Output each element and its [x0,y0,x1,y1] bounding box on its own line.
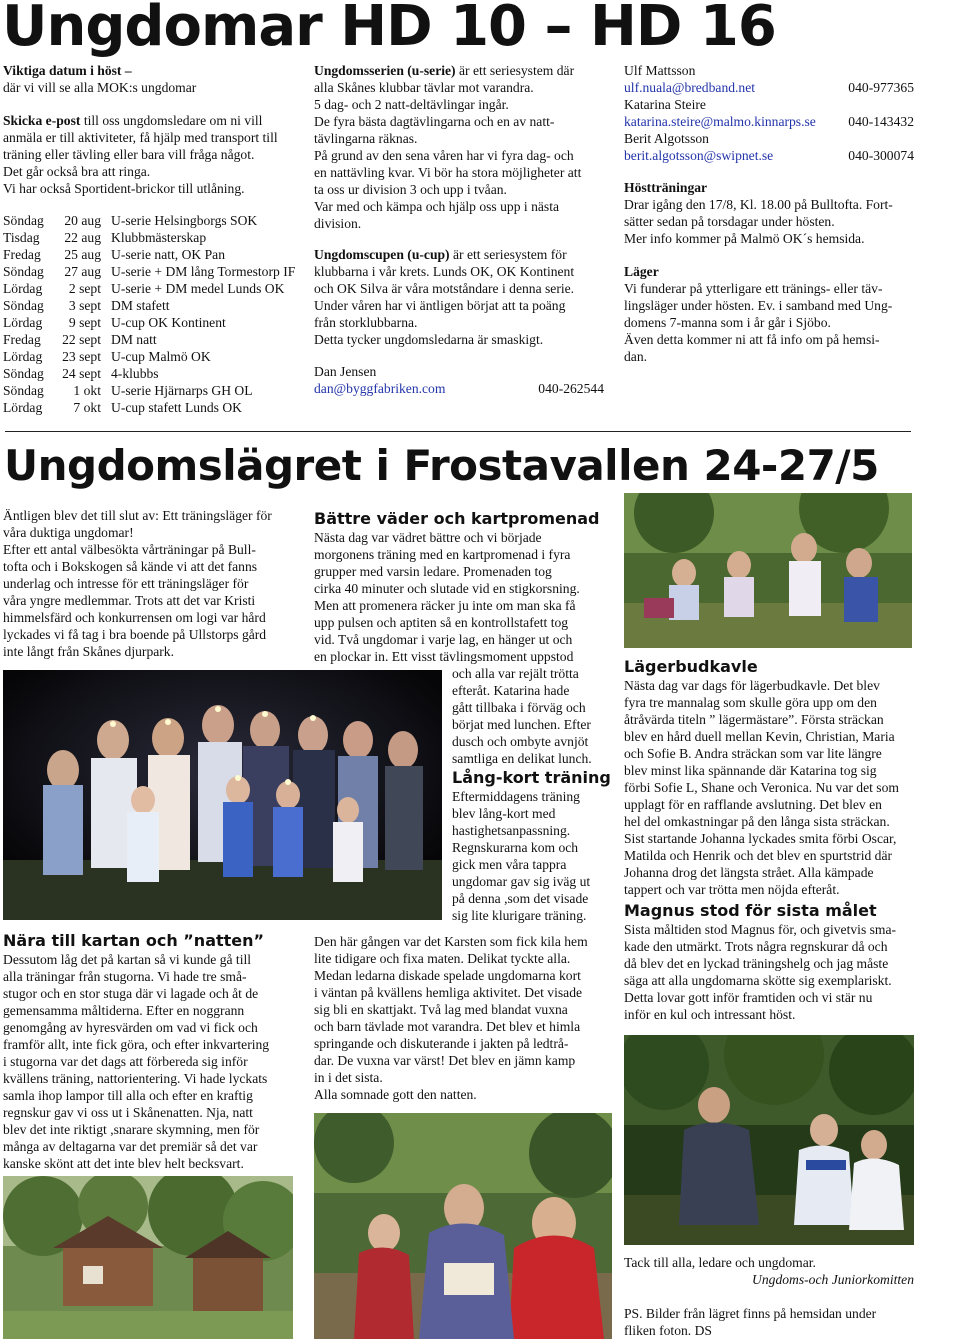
hosttraningar-block [624,179,924,247]
closing-block [624,1254,914,1288]
schedule-date: 25 aug [64,247,101,262]
schedule-day: Söndag [3,366,44,381]
lagerbud-line: Matilda och Henrik och det blev en spurtstrid där [624,848,893,863]
schedule-row [3,212,295,229]
schedule-row [3,382,295,399]
lagerbud-title: Lägerbudkavle [624,657,758,676]
lagerbud-line: blev minst lika spännande där Katarina tog sig [624,763,877,778]
intro-block [3,507,303,660]
langkort-line: sig lite klurigare träning. [452,908,587,923]
karsten-line: i väntan på kvällens hemliga aktivitet. Det visade [314,985,583,1000]
battre-line: upp pulsen och aptiten så en kontrollstafett tog [314,615,569,630]
lagerbud-line: tappert och var trötta men nöjda efteråt. [624,882,840,897]
ps-block [624,1305,924,1339]
schedule-day: Söndag [3,213,44,228]
schedule-event: DM stafett [111,298,170,313]
schedule-day: Söndag [3,264,44,279]
contact-phone: 040-300074 [848,148,914,163]
section-title: Ungdomslägret i Frostavallen 24-27/5 [4,441,879,490]
schedule-row [3,229,295,246]
night-group-photo [3,670,442,920]
schedule-row [3,348,295,365]
schedule-event: U-serie + DM medel Lunds OK [111,281,285,296]
battre-continued [452,665,612,767]
karsten-line: in i det sista. [314,1070,383,1085]
battre-line: cirka 40 minuter och slutade vid en stigkorsning. [314,581,580,596]
schedule-event: U-serie natt, OK Pan [111,247,226,262]
ucup-line: och OK Silva är våra motståndare i denna serie. [314,281,575,296]
intro-line: Äntligen blev det till slut av: Ett träningsläger för [3,508,272,523]
lagerbud-line: upplagt för en rafflande avslutning. Det blev en [624,797,882,812]
ps-line: PS. Bilder från lägret finns på hemsidan under [624,1306,877,1321]
contact-name: Ulf Mattsson [624,63,696,78]
schedule-event: U-cup stafett Lunds OK [111,400,242,415]
schedule-row [3,263,295,280]
schedule-date: 3 sept [68,298,101,313]
forest-kids-photo [624,1035,914,1245]
magnus-line: Detta lovar gott inför framtiden och vi stär nu [624,990,873,1005]
battre-block [314,509,614,665]
hosttraningar-line: Mer info kommer på Malmö OK´s hemsida. [624,231,865,246]
schedule-event: U-serie Helsingborgs SOK [111,213,258,228]
schedule-day: Fredag [3,247,41,262]
dates-subtitle: där vi vill se alla MOK:s ungdomar [3,80,197,95]
langkort-line: Regnskurarna kom och [452,840,579,855]
schedule-day: Lördag [3,400,43,415]
ucup-line: Under våren har vi äntligen börjat att ta poäng [314,298,566,313]
battre-line: grupper med varsin ledare. Promenaden tog [314,564,552,579]
lagerbud-line: Sist startande Johanna lyckades smita förbi Oscar, [624,831,897,846]
schedule-event: 4-klubbs [111,366,159,381]
nara-line: många av deltagarna var det premiär så det var [3,1139,258,1154]
contacts-list [624,62,914,164]
useries-label: Ungdomsserien (u-serie) [314,63,456,78]
intro-line: underlag och intresse för ett träningsläger för [3,576,249,591]
dan-contact [314,363,604,397]
langkort-line: hastighetsanpassning. [452,823,571,838]
battre-line: dusch och ombyte avnjöt [452,734,589,749]
schedule-day: Lördag [3,315,43,330]
contact-phone: 040-977365 [848,80,914,95]
nara-block [3,931,303,1172]
schedule-date: 22 sept [62,332,101,347]
magnus-block [624,901,924,1023]
sitting-group-photo [624,493,912,648]
schedule-event: DM natt [111,332,157,347]
battre-line: Men att promenera räcker ju inte om man ska få [314,598,576,613]
hosttraningar-line: Drar igång den 17/8, Kl. 18.00 på Bulltofta. Fort- [624,197,893,212]
battre-line: morgonens träning med en kartpromenad i fyra [314,547,571,562]
lager-line: lingsläger under hösten. Ev. i samband med Ung- [624,298,893,313]
schedule-date: 1 okt [73,383,101,398]
lager-block [624,263,924,365]
contact-phone: 040-262544 [538,381,604,396]
contact-row [624,113,914,130]
epost-line: Vi har också Sportident-brickor till utlåning. [3,181,245,196]
magnus-line: då blev det en lyckad träningshelg och jag måste [624,956,889,971]
schedule-row [3,399,295,416]
dates-title: Viktiga datum i höst – [3,63,132,78]
epost-block [3,112,303,197]
contact-email-link[interactable]: berit.algotsson@swipnet.se [624,148,774,163]
ucup-label: Ungdomscupen (u-cup) [314,247,450,262]
karsten-line: och barn tävlade mot varandra. Det blev et himla [314,1019,581,1034]
langkort-line: ungdomar gav sig iväg ut [452,874,591,889]
battre-line: vid. Två ungdomar i varje lag, en hänger ut och [314,632,573,647]
lager-line: Vi funderar på ytterligare ett tränings- eller täv- [624,281,883,296]
karsten-block [314,933,614,1103]
ucup-line: klubbarna i vår krets. Lunds OK, OK Kontinent [314,264,575,279]
hosttraningar-title: Höstträningar [624,180,708,195]
contact-row [624,147,914,164]
contacts-block [624,62,914,164]
battre-line: efteråt. Katarina hade [452,683,570,698]
contact-name: Dan Jensen [314,364,377,379]
lager-line: domens 7-manna som i år går i Sjöbo. [624,315,831,330]
battre-title: Bättre väder och kartpromenad [314,509,600,528]
karsten-line: Alla somnade gott den natten. [314,1087,477,1102]
useries-line: 5 dag- och 2 natt-deltävlingar ingår. [314,97,509,112]
karsten-line: Medan ledarna diskade spelade ungdomarna kort [314,968,581,983]
lager-line: Även detta kommer ni att få info om på hemsi- [624,332,880,347]
lager-title: Läger [624,264,659,279]
nara-line: i stugorna var det dags att förbereda sig inför [3,1054,248,1069]
useries-line: alla Skånes klubbar tävlar mot varandra. [314,80,534,95]
lager-line: dan. [624,349,648,364]
battre-line: Nästa dag var vädret bättre och vi började [314,530,542,545]
contact-email-link[interactable]: katarina.steire@malmo.kinnarps.se [624,114,816,129]
contact-row [624,79,914,96]
ps-line: fliken foton. DS [624,1323,712,1338]
useries-line: en nattävling kvar. Vi bör ha stora möjligheter att [314,165,582,180]
lagerbud-line: hel del omkastningar på den långa sista sträckan. [624,814,890,829]
langkort-block [452,768,612,924]
lagerbud-line: Johanna drog det längsta strået. Alla kämpade [624,865,874,880]
lagerbud-line: och Sofie B. Andra sträckan som var lite längre [624,746,882,761]
magnus-line: säga att alla ungdomarna skötte sig exemplariskt. [624,973,892,988]
nara-line: kanske skönt att det inte blev helt becksvart. [3,1156,244,1171]
nara-line: genomgång av hyresvärden om vad vi fick och [3,1020,258,1035]
useries-line: division. [314,216,362,231]
schedule-row [3,246,295,263]
intro-line: himmelsfärd och konkurrensen om logi var hård [3,610,266,625]
nara-line: regnskur gav vi oss ut i Skånenatten. Nja, natt [3,1105,253,1120]
useries-line: De fyra bästa dagtävlingarna och en av natt- [314,114,555,129]
ucup-line: Ungdomscupen (u-cup) är ett seriesystem för [314,247,567,262]
magnus-line: kade den utmärkt. Trots några regnskurar då och [624,939,888,954]
lagerbud-line: åtråvärda titeln ” lägermästare”. Första sträckan [624,712,884,727]
schedule-table [3,212,295,416]
schedule-date: 2 sept [68,281,101,296]
schedule-event: U-serie Hjärnarps GH OL [111,383,253,398]
lagerbud-line: Nästa dag var dags för lägerbudkavle. Det blev [624,678,880,693]
schedule-date: 24 sept [62,366,101,381]
ucup-line: Detta tycker ungdomsledarna är smaskigt. [314,332,544,347]
lagerbud-line: fyra tre mannalag som skulle göra upp om den [624,695,877,710]
useries-line: ta oss ur division 3 och upp i tvåan. [314,182,507,197]
schedule-day: Lördag [3,349,43,364]
map-reading-photo [314,1113,612,1339]
schedule-row [3,331,295,348]
schedule-day: Lördag [3,281,43,296]
contact-row [314,380,604,397]
karsten-line: dar. De vuxna var värst! Det blev en jämn kamp [314,1053,576,1068]
contact-phone: 040-143432 [848,114,914,129]
intro-line: inte långt från Skånes djurpark. [3,644,175,659]
karsten-line: Den här gången var det Karsten som fick kila hem [314,934,588,949]
nara-title: Nära till kartan och ”natten” [3,931,265,950]
schedule-event: U-cup OK Kontinent [111,315,226,330]
schedule-date: 22 aug [64,230,101,245]
schedule-date: 23 sept [62,349,101,364]
epost-line: träning eller tävling eller bara vill fråga något. [3,147,255,162]
schedule-row [3,365,295,382]
intro-line: tofta och i Bokskogen så kände vi att det fanns [3,559,258,574]
useries-line: Var med och kämpa och hjälp oss upp i nästa [314,199,560,214]
nara-line: gemensamma måltiderna. Efter en noggrann [3,1003,245,1018]
useries-line: På grund av den sena våren har vi fyra dag- och [314,148,574,163]
lagerbud-line: blev en hård duell mellan Kevin, Christian, Maria [624,729,895,744]
langkort-line: på denna ,som det visade [452,891,589,906]
schedule-event: Klubbmästerskap [111,230,207,245]
langkort-line: blev lång-kort med [452,806,556,821]
thanks-text: Tack till alla, ledare och ungdomar. [624,1255,816,1270]
magnus-line: inför en kul och intressant höst. [624,1007,796,1022]
battre-line: samtliga en delikat lunch. [452,751,592,766]
cabin-photo [3,1176,293,1339]
schedule-date: 20 aug [64,213,101,228]
intro-line: Efter ett antal välbesökta vårträningar på Bull- [3,542,256,557]
schedule-row [3,280,295,297]
useries-block [314,62,614,232]
nara-line: alla träningar från stugorna. Vi hade tre små- [3,969,247,984]
page-title: Ungdomar HD 10 – HD 16 [2,0,776,59]
intro-line: lyckades vi få tag i bra boende på Ullstorps gård [3,627,267,642]
lagerbud-line: förbi Sofie L, Shane och Veronica. Nu var det som [624,780,899,795]
langkort-line: gick men våra tappra [452,857,567,872]
schedule [3,212,303,416]
schedule-event: U-cup Malmö OK [111,349,211,364]
dates-block [3,62,303,96]
useries-line: Ungdomsserien (u-serie) är ett seriesystem där [314,63,575,78]
ucup-line: från storklubbarna. [314,315,418,330]
intro-line: våra yngre medlemmar. Trots att det var Kristi [3,593,256,608]
contact-email-link[interactable]: ulf.nuala@bredband.net [624,80,756,95]
nara-line: framför allt, inte fick göra, och efter inkvartering [3,1037,270,1052]
schedule-day: Söndag [3,298,44,313]
ucup-block [314,246,614,348]
battre-line: en plockar in. Ett visst tävlingsmoment uppstod [314,649,574,664]
karsten-line: springande och diskuterande i jakten på ledtrå- [314,1036,569,1051]
epost-line: anmäla er till aktiviteter, få hjälp med transport till [3,130,278,145]
nara-line: kvällens träning, nattorientering. Vi hade lyckats [3,1071,268,1086]
hosttraningar-line: sätter sedan på torsdagar under hösten. [624,214,835,229]
karsten-line: lite tidigare och fixa maten. Delikat tyckte alla. [314,951,571,966]
battre-line: gått tillbaka i förväg och [452,700,586,715]
schedule-row [3,314,295,331]
langkort-title: Lång-kort träning [452,768,611,787]
langkort-line: Eftermiddagens träning [452,789,580,804]
schedule-date: 27 aug [64,264,101,279]
intro-line: våra duktiga ungdomar! [3,525,134,540]
nara-line: blev det inte riktigt ,snarare skymning, men för [3,1122,260,1137]
nara-line: Dessutom låg det på kartan så vi kunde gå till [3,952,252,967]
nara-line: samla ihop lampor till alla och efter en kraftig [3,1088,253,1103]
section-divider [5,431,911,432]
contact-name: Katarina Steire [624,97,706,112]
schedule-event: U-serie + DM lång Tormestorp IF [111,264,296,279]
magnus-line: Sista måltiden stod Magnus för, och givetvis sma- [624,922,897,937]
signature: Ungdoms-och Juniorkomitten [752,1272,914,1287]
epost-line: Det går också bra att ringa. [3,164,151,179]
useries-line: tävlingarna räknas. [314,131,418,146]
schedule-date: 7 okt [73,400,101,415]
karsten-line: sig bli en skattjakt. Två lag med blandat vuxna [314,1002,568,1017]
schedule-date: 9 sept [68,315,101,330]
epost-label: Skicka e-post [3,113,81,128]
lagerbud-block [624,657,924,898]
epost-line: Skicka e-post till oss ungdomsledare om ni vill [3,113,263,128]
contact-email-link[interactable]: dan@byggfabriken.com [314,381,446,396]
schedule-day: Söndag [3,383,44,398]
battre-line: och alla var rejält trötta [452,666,579,681]
schedule-day: Tisdag [3,230,40,245]
schedule-row [3,297,295,314]
battre-line: börjat med lunchen. Efter [452,717,591,732]
contact-name: Berit Algotsson [624,131,709,146]
schedule-day: Fredag [3,332,41,347]
magnus-title: Magnus stod för sista målet [624,901,877,920]
nara-line: stugor och en stor stuga där vi lagade och åt de [3,986,259,1001]
